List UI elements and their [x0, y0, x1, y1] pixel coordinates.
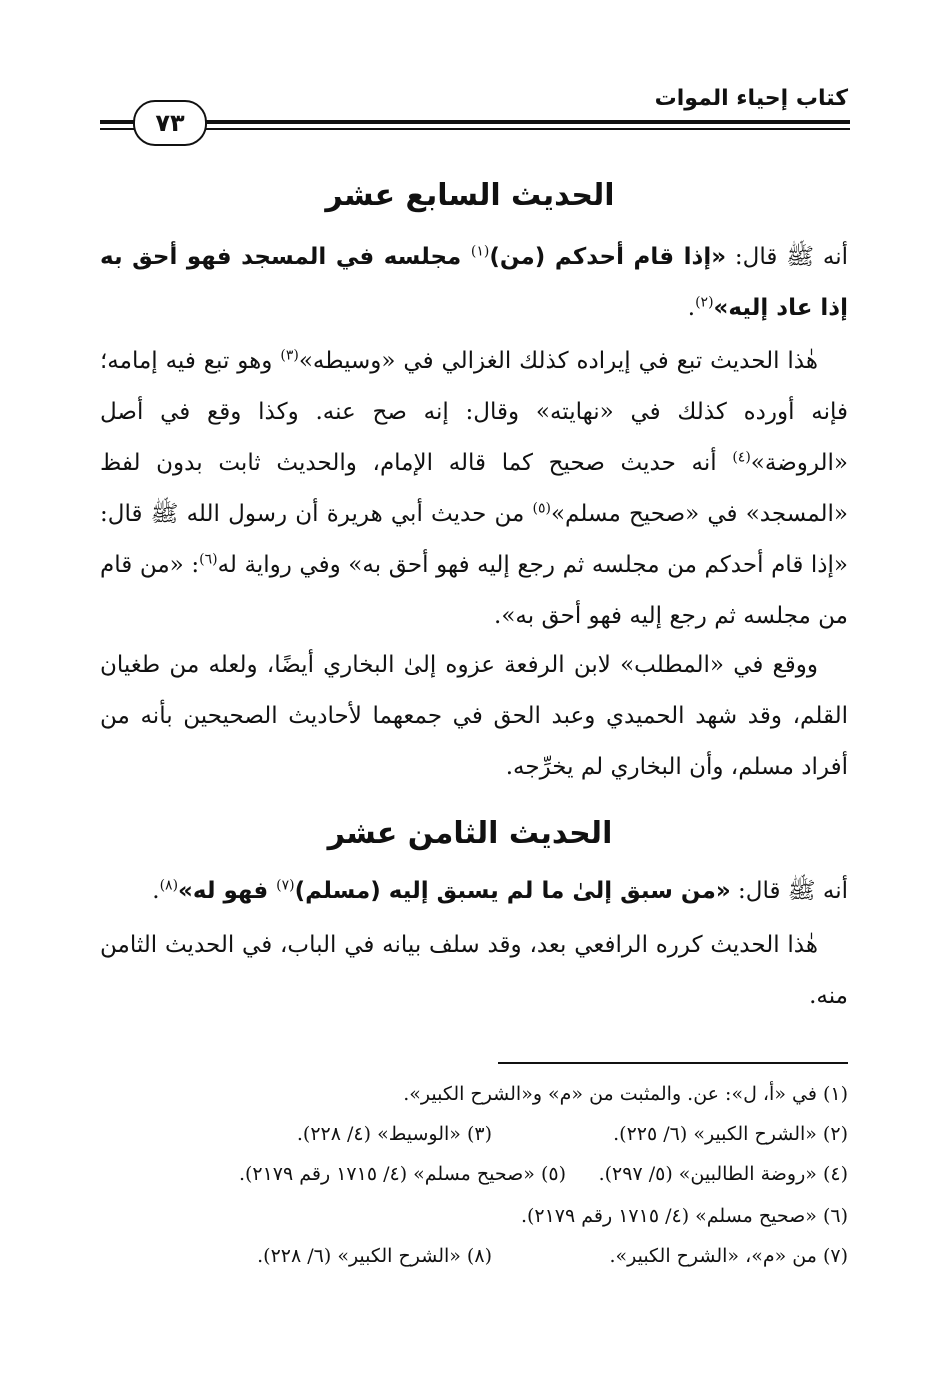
- commentary-text: أنه حديث صحيح كما قاله الإمام، والحديث ثابت بدون لفظ «المسجد» في «صحيح مسلم»: [100, 450, 848, 527]
- section-heading-17: الحديث السابع عشر: [325, 178, 615, 213]
- running-title: كتاب إحياء الموات: [654, 86, 848, 111]
- hadith-18-quote-rest: فهو له»: [178, 878, 277, 904]
- footnote-1: (١) في «أ، ل»: عن. والمثبت من «م» و«الشرح الكبير».: [403, 1083, 848, 1105]
- header-rule-thick: [100, 120, 850, 124]
- footnote-8: (٨) «الشرح الكبير» (٦/ ٢٢٨).: [257, 1245, 492, 1267]
- section-heading-18: الحديث الثامن عشر: [327, 816, 613, 851]
- footnote-ref-2[interactable]: (٢): [695, 294, 714, 311]
- hadith-17-lead: أنه ﷺ قال:: [726, 244, 849, 270]
- page-number: ٧٣: [133, 100, 207, 146]
- footnote-ref-4[interactable]: (٤): [732, 449, 751, 466]
- footnote-ref-1[interactable]: (١): [470, 243, 490, 260]
- hadith-18-end: .: [152, 878, 160, 904]
- footnote-7: (٧) من «م»، «الشرح الكبير».: [609, 1245, 848, 1267]
- footnote-ref-8[interactable]: (٨): [159, 877, 179, 894]
- hadith-18-quote: «من سبق إلىٰ ما لم يسبق إليه (مسلم): [294, 878, 731, 904]
- commentary-17-paragraph-2: ووقع في «المطلب» لابن الرفعة عزوه إلىٰ البخاري أيضًا، ولعله من طغيان القلم، وقد شهد الحميدي وعبد الحق في جمعهما لأحاديث الصحيحين بأنه من أفراد مسلم، وأن البخاري لم يخرِّجه.: [100, 652, 848, 780]
- hadith-17-text: [100, 232, 848, 334]
- footnote-3: (٣) «الوسيط» (٤/ ٢٢٨).: [296, 1123, 492, 1145]
- footnote-ref-5[interactable]: (٥): [532, 500, 551, 517]
- hadith-17-quote: «إذا قام أحدكم (من): [489, 244, 727, 270]
- header-rule-thin: [100, 128, 850, 130]
- commentary-18-paragraph: هٰذا الحديث كرره الرافعي بعد، وقد سلف بيانه في الباب، في الحديث الثامن منه.: [100, 932, 848, 1009]
- hadith-18-text: [100, 866, 848, 917]
- footnote-ref-6[interactable]: (٦): [199, 551, 218, 568]
- hadith-18-lead: أنه ﷺ قال:: [730, 878, 848, 904]
- hadith-17-quote-rest: مجلسه في المسجد فهو أحق به إذا عاد إليه»: [100, 244, 848, 321]
- commentary-text: هٰذا الحديث تبع في إيراده كذلك الغزالي في «وسيطه»: [298, 348, 818, 374]
- footnote-separator: [498, 1062, 848, 1064]
- footnote-6: (٦) «صحيح مسلم» (٤/ ١٧١٥ رقم ٢١٧٩).: [520, 1205, 848, 1227]
- footnote-2: (٢) «الشرح الكبير» (٦/ ٢٢٥).: [613, 1123, 848, 1145]
- footnote-5: (٥) «صحيح مسلم» (٤/ ١٧١٥ رقم ٢١٧٩).: [238, 1163, 566, 1185]
- hadith-17-end: .: [687, 295, 696, 321]
- footnote-4: (٤) «روضة الطالبين» (٥/ ٢٩٧).: [598, 1163, 848, 1185]
- commentary-text: وهو تبع فيه إمامه؛ فإنه أورده كذلك في «نهايته» وقال: إنه صح عنه. وكذا وقع في أصل «الروضة»: [100, 348, 848, 476]
- commentary-text: من حديث أبي هريرة أن رسول الله ﷺ قال: «إذا قام أحدكم من مجلسه ثم رجع إليه فهو أحق به» وفي رواية له: [100, 501, 848, 578]
- footnote-ref-7[interactable]: (٧): [276, 877, 295, 894]
- commentary-17-paragraph-1: [100, 336, 848, 642]
- commentary-text: : «من قام من مجلسه ثم رجع إليه فهو أحق به».: [100, 552, 848, 629]
- footnote-ref-3[interactable]: (٣): [280, 347, 299, 364]
